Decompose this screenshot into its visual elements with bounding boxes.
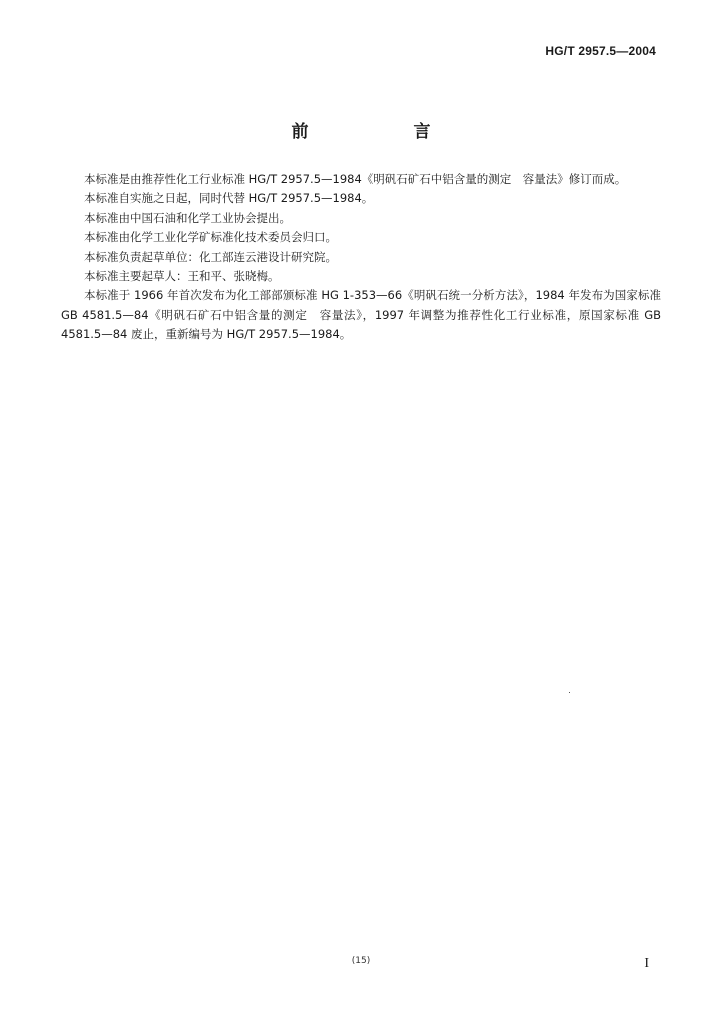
paragraph-revision: 本标准是由推荐性化工行业标准 HG/T 2957.5—1984《明矾石矿石中铝含量的测定 容量法》修订而成。 (84, 172, 627, 186)
paragraph-proposer: 本标准由中国石油和化学工业协会提出。 (84, 210, 291, 225)
scan-speck (569, 692, 570, 693)
paragraph-drafting-unit: 本标准负责起草单位：化工部连云港设计研究院。 (84, 249, 337, 264)
paragraph-history: 本标准于 1966 年首次发布为化工部部颁标准 HG 1-353—66《明矾石统一分析方法》，1984 年发布为国家标准 GB 4581.5—84《明矾石矿石中铝含量的测定 容量法》，1997 年调整为推荐性化工行业标准，原国家标准 GB 4581.5—84 废止，重新编号为 HG/T 2957.5—1984。 (61, 288, 661, 342)
paragraph-committee: 本标准由化学工业化学矿标准化技术委员会归口。 (84, 230, 337, 245)
foreword-body (61, 170, 661, 345)
page-title: 前 言 (291, 122, 475, 142)
footer-page-code: (15) (351, 956, 371, 966)
paragraph-drafters: 本标准主要起草人：王和平、张晓梅。 (84, 269, 280, 284)
paragraph-replacement: 本标准自实施之日起，同时代替 HG/T 2957.5—1984。 (84, 191, 374, 206)
standard-code: HG/T 2957.5—2004 (545, 44, 656, 58)
page-number: I (644, 956, 649, 971)
